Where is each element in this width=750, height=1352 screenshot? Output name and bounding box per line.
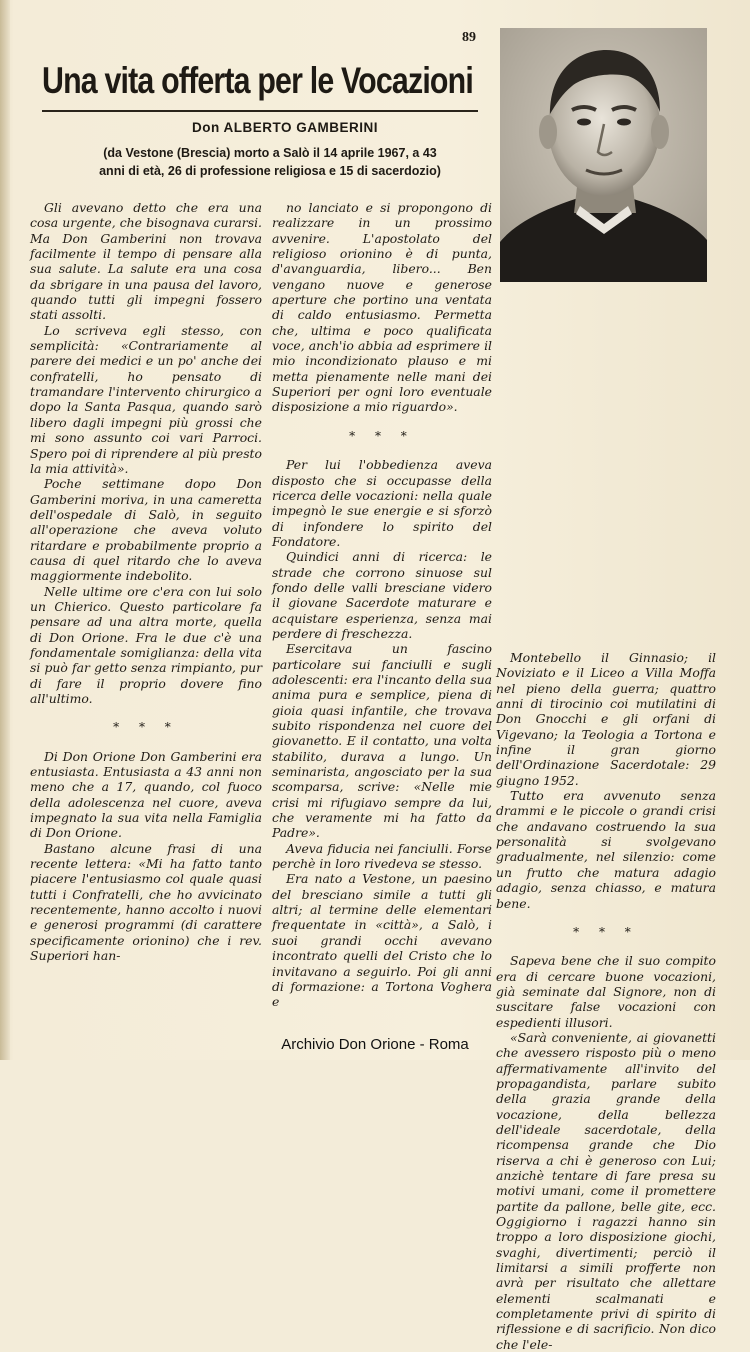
paragraph: Gli avevano detto che era una cosa urgente, che bisognava curarsi. Ma Don Gamberini non trovava facilmente il tempo di pensare alla sua salute. La salute era una cosa da sbrigare in una pausa del lavoro, quando tutti gli impegni fossero stati assolti. <box>30 200 262 323</box>
paragraph: Sapeva bene che il suo compito era di cercare buone vocazioni, già seminate dal Signore, non di suscitare false vocazioni con espedienti illusori. <box>496 953 716 1030</box>
paragraph: Tutto era avvenuto senza drammi e le piccole o grandi crisi che andavano costruendo la sua personalità si svolgevano gradualmente, nel silenzio: come un frutto che matura adagio adagio, senza chiasso, e matura bene. <box>496 788 716 911</box>
subtitle-line-1: (da Vestone (Brescia) morto a Salò il 14 aprile 1967, a 43 <box>103 146 437 160</box>
article-title: Una vita offerta per le Vocazioni <box>42 60 473 101</box>
portrait-photo <box>500 28 707 282</box>
paragraph: Nelle ultime ore c'era con lui solo un Chierico. Questo particolare fa pensare ad una altra morte, quella di Don Orione. Fra le due c'è una fondamentale somiglianza: della vita si può far getto senza rimpianto, pur di fare il proprio dovere fino all'ultimo. <box>30 583 262 706</box>
article-column-3 <box>496 650 716 1352</box>
paragraph: Bastano alcune frasi di una recente lettera: «Mi ha fatto tanto piacere l'entusiasmo col quale quasi tutti i Confratelli, che ho avvicinato recentemente, hanno accolto i nuovi e generosi programmi (di carattere specificamente orionino) che i rev. Superiori han- <box>30 840 262 964</box>
paragraph: Per lui l'obbedienza aveva disposto che si occupasse della ricerca delle vocazioni: nella quale impegnò le sue energie e si sforzò di infondere lo spirito del Fondatore. <box>272 457 492 549</box>
subtitle-line-2: anni di età, 26 di professione religiosa e 15 di sacerdozio) <box>99 164 441 178</box>
paragraph: Aveva fiducia nei fanciulli. Forse perchè in loro rivedeva se stesso. <box>272 840 492 872</box>
paragraph: Lo scriveva egli stesso, con semplicità: «Contrariamente al parere dei medici e un po' anche dei confratelli, ho pensato di tramandare l'intervento chirurgico a dopo la Santa Pasqua, quando sarò libero dagli impegni più grossi che mi sono assunto coi vari Parroci. Spero poi di riprendere al più presto la mia attività». <box>30 322 262 476</box>
portrait-illustration <box>500 28 707 282</box>
section-divider: * * * <box>349 428 415 443</box>
page-spine <box>0 0 10 1060</box>
paragraph: Quindici anni di ricerca: le strade che corrono sinuose sul fondo delle valli bresciane videro il giovane Sacerdote maturare e acquistare esperienza, senza mai perdere di freschezza. <box>272 549 492 641</box>
page-number: 89 <box>462 30 476 45</box>
paragraph: Esercitava un fascino particolare sui fanciulli e sugli adolescenti: era l'incanto della sua anima pura e semplice, piena di gioia quasi infantile, che trovava subito rispondenza nel cuore del giovanetto. E il contatto, una volta stabilito, durava a lungo. Un seminarista, angosciato per la sua scomparsa, scrive: «Nelle mie crisi mi rifugiavo sempre da lui, che veramente mi ha fatto da Padre». <box>272 641 492 841</box>
paragraph: no lanciato e si propongono di realizzare in un prossimo avvenire. L'apostolato del religioso orionino è di punta, d'avanguardia, libero... Ben vengano nuove e generose aperture che portino una ventata di caldo entusiasmo. Permetta che, ultima e poco qualificata voce, anch'io abbia ad esprimere il mio incondizionato plauso e mi metta pienamente nelle mani dei Superiori per ogni loro eventuale disposizione a mio riguardo». <box>272 200 492 415</box>
article-column-2 <box>272 200 492 1010</box>
title-rule <box>42 110 478 112</box>
paragraph: Poche settimane dopo Don Gamberini moriva, in una cameretta dell'ospedale di Salò, in seguito all'operazione che aveva voluto ritardare e probabilmente proprio a causa di quel ritardo che lo aveva maggiormente indebolito. <box>30 476 262 584</box>
paragraph: Montebello il Ginnasio; il Noviziato e il Liceo a Villa Moffa nel pieno della guerra; quattro anni di tirocinio coi mutilatini di Don Gnocchi e gli orfani di Vigevano; la Teologia a Tortona e infine il gran giorno dell'Ordinazione Sacerdotale: 29 giugno 1952. <box>496 650 716 788</box>
section-divider: * * * <box>113 720 179 735</box>
paragraph: Era nato a Vestone, un paesino del bresciano simile a tutti gli altri; al termine delle elementari frequentate in «città», a Salò, i suoi grandi occhi avevano incontrato quelli del Cristo che lo invitavano a seguirlo. Poi gli anni di formazione: a Tortona Voghera e <box>272 871 492 1010</box>
article-subtitle <box>60 144 480 180</box>
article-column-1 <box>30 200 262 964</box>
paragraph: «Sarà conveniente, ai giovanetti che avessero risposto più o meno affermativamente all'invito del propagandista, parlare subito della grazia grande della vocazione, della bellezza dell'ideale sacerdotale, della ricompensa grande che Dio riserva a chi è generoso con Lui; anzichè tentare di fare presa su motivi umani, come il promettere partite da pallone, belle gite, ecc. Oggigiorno i ragazzi hanno sin troppo a loro disposizione giochi, svaghi, divertimenti; perciò il limitarsi a simili profferte non avrà per risultato che allettare elementi scalmanati e completamente privi di spirito di riflessione e di sacrificio. Non dico che l'ele- <box>496 1029 716 1352</box>
paragraph: Di Don Orione Don Gamberini era entusiasta. Entusiasta a 43 anni non meno che a 17, quando, col fuoco della adolescenza nel cuore, aveva impegnato la sua vita nella Famiglia di Don Orione. <box>30 748 262 841</box>
archive-footer: Archivio Don Orione - Roma <box>281 1036 469 1053</box>
article-author: Don ALBERTO GAMBERINI <box>192 120 378 135</box>
section-divider: * * * <box>573 924 639 939</box>
